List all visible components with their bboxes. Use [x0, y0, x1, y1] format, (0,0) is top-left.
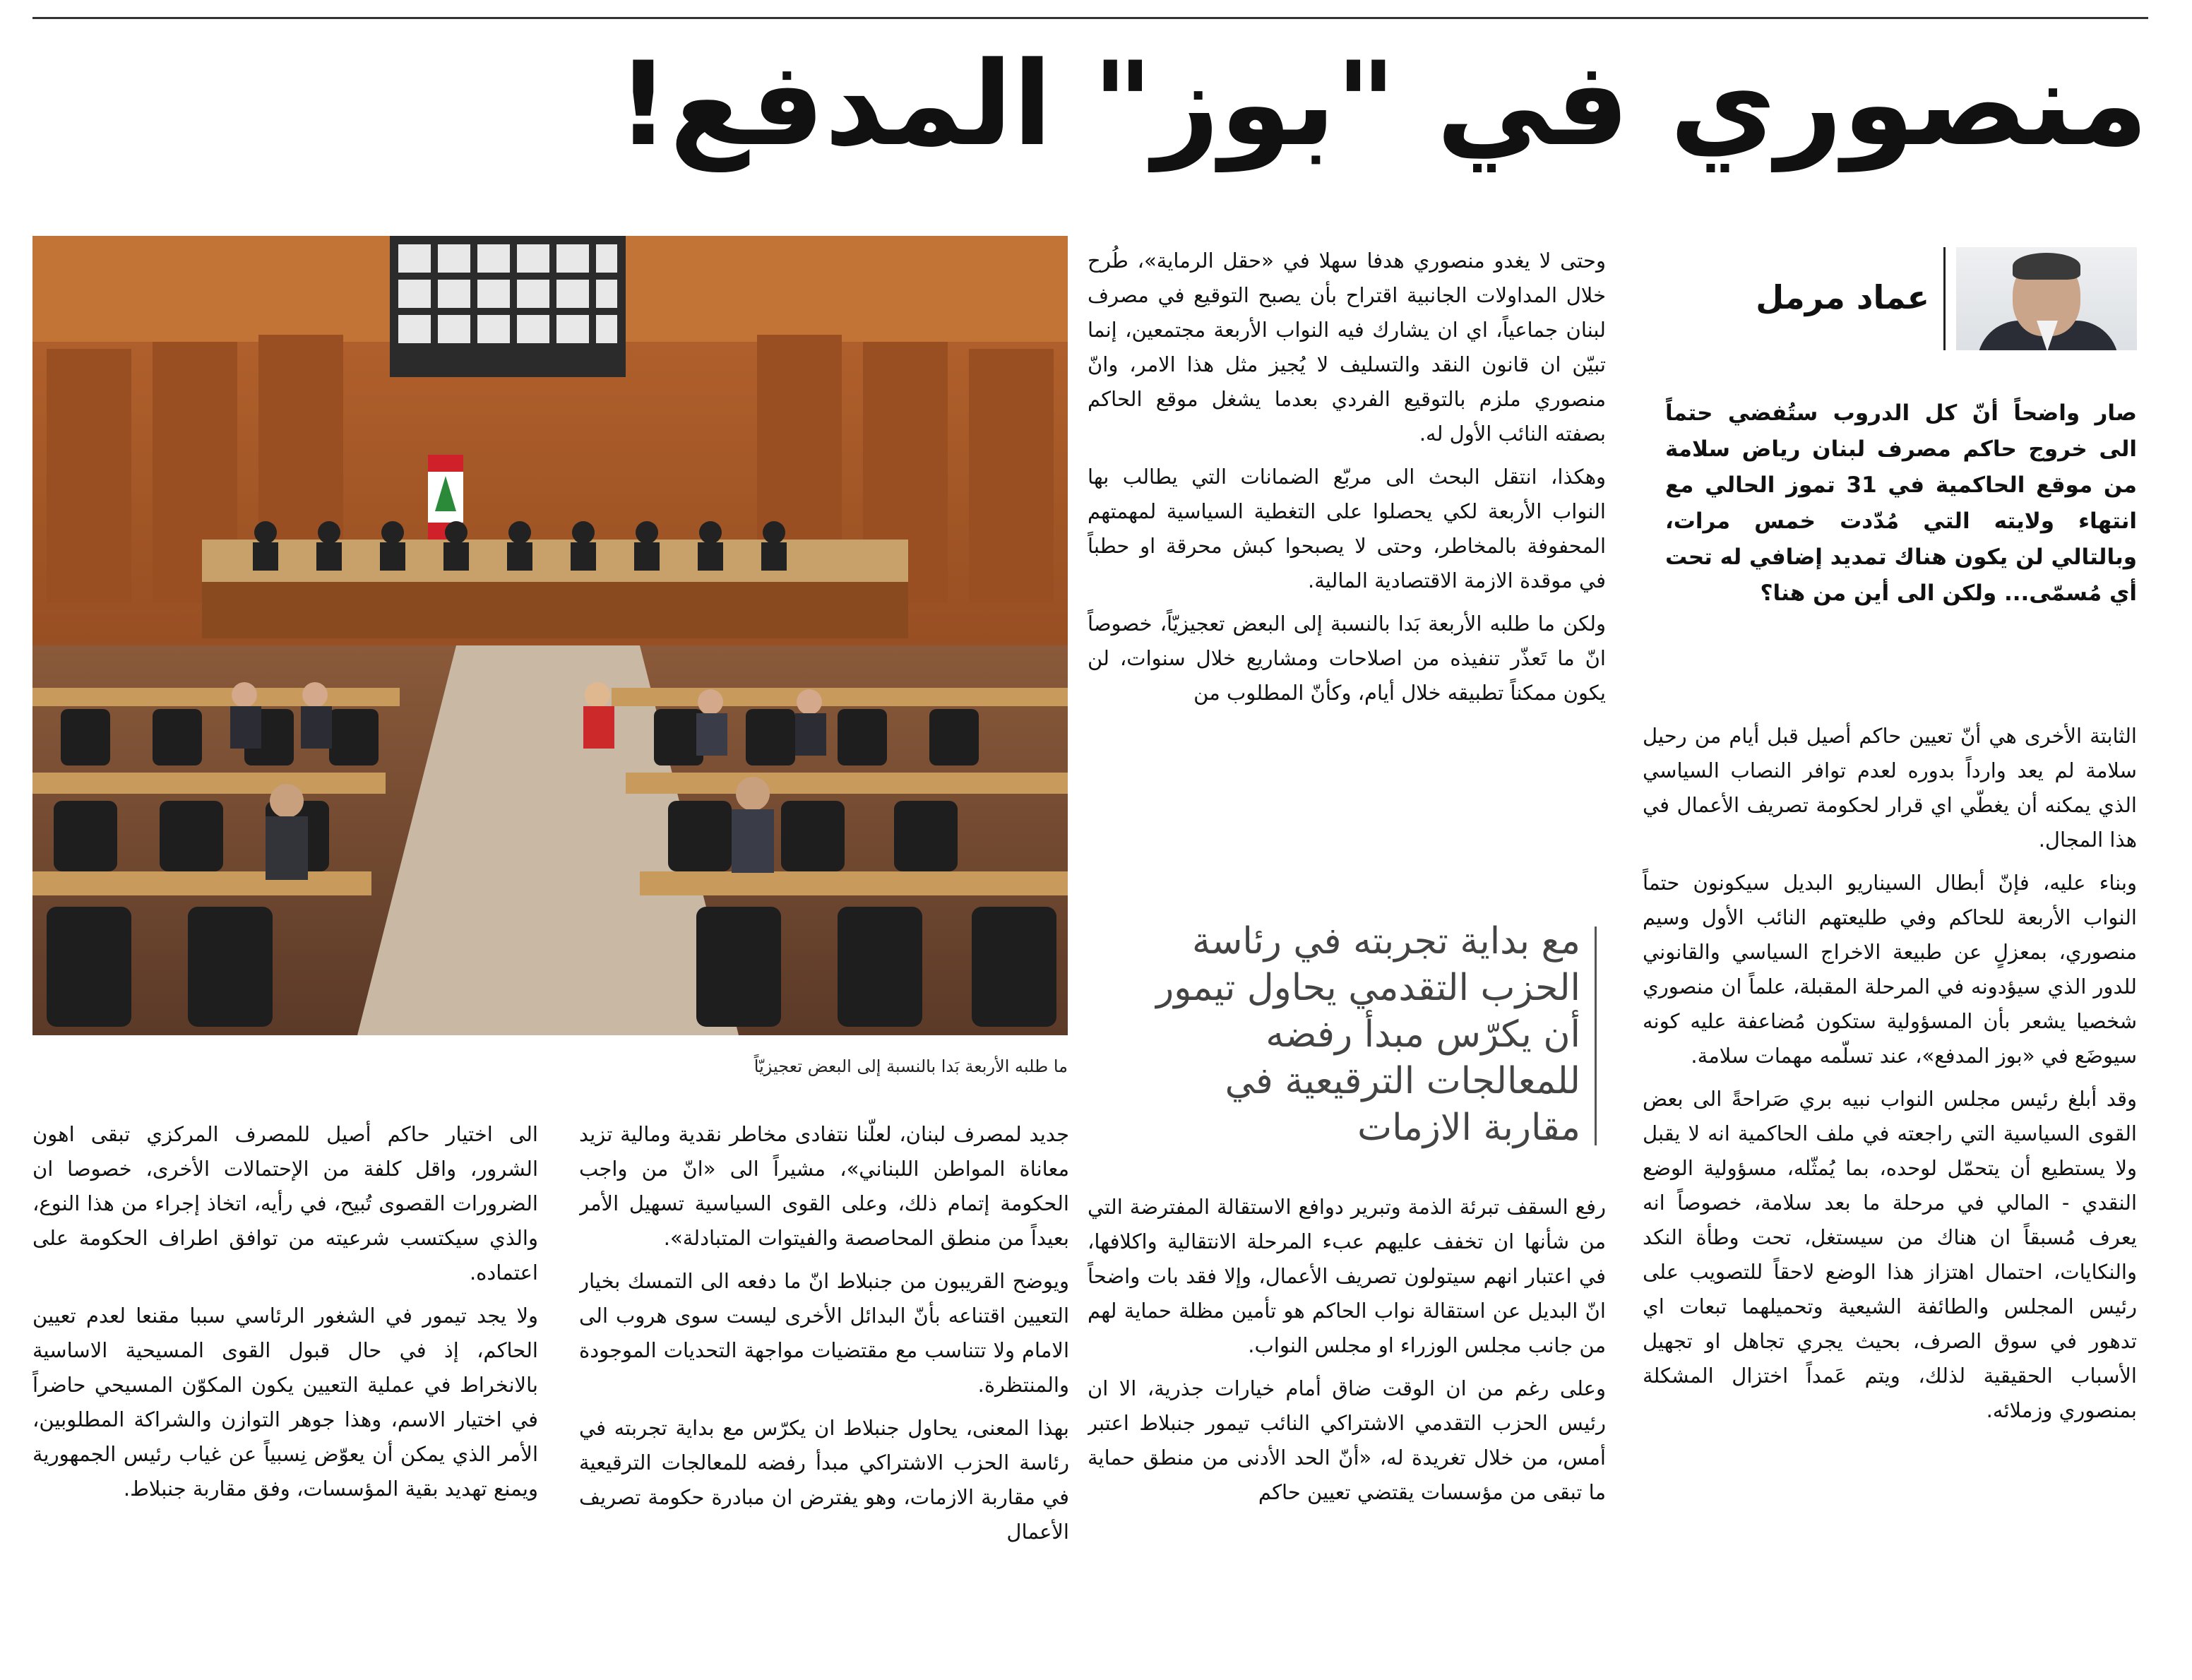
paragraph: وبناء عليه، فإنّ أبطال السيناريو البديل سيكونون حتماً النواب الأربعة للحاكم وفي طليعتهم النائب الأول وسيم منصوري، بمعزلٍ عن طبيعة الاخراج السياسي والقانوني للدور الذي سيؤدونه في المرحلة المقبلة، علماً ان منصوري شخصيا يشعر بأن المسؤولية ستكون مُضاعفة عليه كونه سيوضَع في «بوز المدفع»، عند تسلّمه مهمات سلامة.: [1643, 871, 2137, 1068]
paragraph: وحتى لا يغدو منصوري هدفا سهلا في «حقل الرماية»، طُرح خلال المداولات الجانبية اقتراح بأن يصبح التوقيع في مصرف لبنان جماعياً، اي ان يشارك فيه النواب الأربعة مجتمعين، إنما تبيّن ان قانون النقد والتسليف لا يُجيز مثل هذا الامر، وانّ منصوري ملزم بالتوقيع الفردي بعدما يشغل موقع الحاكم بصفته النائب الأول له.: [1088, 249, 1606, 446]
paragraph: وهكذا، انتقل البحث الى مربّع الضمانات التي يطالب بها النواب الأربعة لكي يحصلوا على التغطية السياسية لمهمتهم المحفوفة بالمخاطر، وحتى لا يصبحوا كبش محرقة او حطباً في موقدة الازمة الاقتصادية المالية.: [1088, 465, 1606, 592]
column-c: [579, 1117, 1069, 1640]
paragraph: ولا يجد تيمور في الشغور الرئاسي سببا مقنعا لعدم تعيين الحاكم، إذ في حال قبول القوى المسيحية الاساسية بالانخراط في عملية التعيين يكون المكوّن المسيحي حاضراً في اختيار الاسم، وهذا جوهر التوازن والشراكة المطلوبين، الأمر الذي يمكن أن يعوّض نِسبياً عن غياب رئيس الجمهورية ويمنع تهديد بقية المؤسسات، وفق مقاربة جنبلاط.: [32, 1304, 538, 1501]
column-b-top: [1088, 244, 1606, 907]
paragraph: الثابتة الأخرى هي أنّ تعيين حاكم أصيل قبل أيام من رحيل سلامة لم يعد وارداً بدوره لعدم توافر النصاب السياسي الذي يمكنه أن يغطّي اي قرار لحكومة تصريف الأعمال في هذا المجال.: [1643, 724, 2137, 852]
pull-quote: مع بداية تجربته في رئاسة الحزب التقدمي يحاول تيمور أن يكرّس مبدأ رفضه للمعالجات الترقيعية في مقاربة الازمات: [1156, 920, 1580, 1149]
paragraph: ولكن ما طلبه الأربعة بَدا بالنسبة إلى البعض تعجيزيّاً، خصوصاً انّ ما تَعذّر تنفيذه من اصلاحات ومشاريع خلال سنوات، لن يكون ممكناً تطبيقه خلال أيام، وكأنّ المطلوب من: [1088, 612, 1606, 705]
column-b-bottom: [1088, 1190, 1606, 1642]
author-photo: [1956, 247, 2137, 350]
paragraph: ويوضح القريبون من جنبلاط انّ ما دفعه الى التمسك بخيار التعيين اقتناعه بأنّ البدائل الأخرى ليست سوى هروب الى الامام ولا تتناسب مع مقتضيات مواجهة التحديات الموجودة والمنتظرة.: [579, 1269, 1069, 1397]
paragraph: وعلى رغم من ان الوقت ضاق أمام خيارات جذرية، الا ان رئيس الحزب التقدمي الاشتراكي النائب تيمور جنبلاط اعتبر أمس، من خلال تغريدة له، «أنّ الحد الأدنى من منطق حماية ما تبقى من مؤسسات يقتضي تعيين حاكم: [1088, 1376, 1606, 1504]
paragraph: الى اختيار حاكم أصيل للمصرف المركزي تبقى اهون الشرور، واقل كلفة من الإحتمالات الأخرى، خصوصا ان الضرورات القصوى تُبيح، في رأيه، اتخاذ إجراء من هذا النوع، والذي سيكتسب شرعيته من توافق اطراف الحكومة على اعتماده.: [32, 1122, 538, 1285]
parliament-photo: [32, 236, 1068, 1035]
paragraph: وقد أبلغ رئيس مجلس النواب نبيه بري صَراحةً الى بعض القوى السياسية التي راجعته في ملف الحاكمية انه لا يقبل ولا يستطيع أن يتحمّل لوحده، بما يُمثّله، مسؤولية الوضع النقدي - المالي في مرحلة ما بعد سلامة، خصوصاً انه يعرف مُسبقاً ان هناك من سيستغل، تحت وطأة النكد والنكايات، احتمال اهتزاز هذا الوضع لاحقاً للتصويب على رئيس المجلس والطائفة الشيعية وتحميلهما تبعات اي تدهور في سوق الصرف، بحيث يجري تجاهل او تجهيل الأسباب الحقيقية لذلك، ويتم عَمداً اختزال المشكلة بمنصوري وزملائه.: [1643, 1087, 2137, 1422]
headline: منصوري في "بوز" المدفع!: [616, 37, 2148, 172]
paragraph: رفع السقف تبرئة الذمة وتبرير دوافع الاستقالة المفترضة التي من شأنها ان تخفف عليهم عبء المرحلة الانتقالية واكلافها، في اعتبار انهم سيتولون تصريف الأعمال، وإلا فقد بات واضحاً انّ البديل عن استقالة نواب الحاكم هو تأمين مظلة حماية لهم من جانب مجلس الوزراء او مجلس النواب.: [1088, 1195, 1606, 1357]
paragraph: بهذا المعنى، يحاول جنبلاط ان يكرّس مع بداية تجربته في رئاسة الحزب الاشتراكي مبدأ رفضه للمعالجات الترقيعية في مقاربة الازمات، وهو يفترض ان مبادرة حكومة تصريف الأعمال: [579, 1416, 1069, 1544]
author-name: عماد مرمل: [1756, 278, 1929, 316]
pull-quote-bar: [1595, 927, 1597, 1145]
photo-caption: ما طلبه الأربعة بَدا بالنسبة إلى البعض تعجيزيّاً: [754, 1056, 1068, 1076]
lead-paragraph: صار واضحاً أنّ كل الدروب ستُفضي حتماً الى خروج حاكم مصرف لبنان رياض سلامة من موقع الحاكمية في 31 تموز الحالي مع انتهاء ولايته التي مُدّدت خمس مرات، وبالتالي لن يكون هناك تمديد إضافي له تحت أي مُسمّى... ولكن الى أين من هنا؟: [1665, 400, 2138, 606]
column-a: [1643, 719, 2137, 1637]
paragraph: جديد لمصرف لبنان، لعلّنا نتفادى مخاطر نقدية ومالية تزيد معاناة المواطن اللبناني»، مشيراً الى «انّ من واجب الحكومة إتمام ذلك، وعلى القوى السياسية تسهيل الأمر بعيداً من منطق المحاصصة والفيتوات المتبادلة».: [579, 1122, 1069, 1250]
column-d: [32, 1117, 538, 1640]
author-divider: [1943, 247, 1946, 350]
top-rule: [32, 17, 2148, 19]
